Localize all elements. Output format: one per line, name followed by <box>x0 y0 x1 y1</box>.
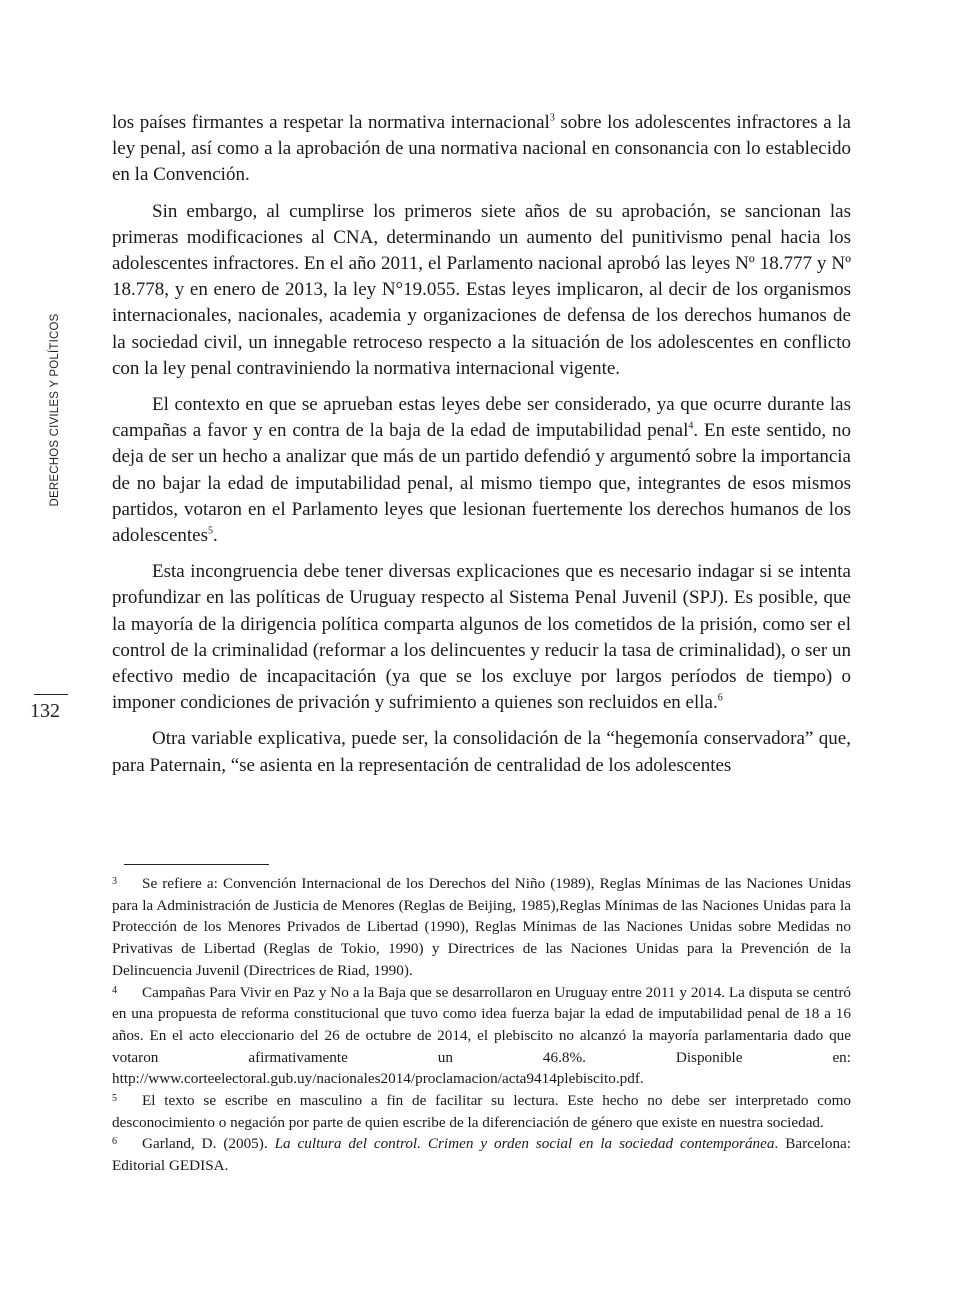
book-title: La cultura del control. Crimen y orden social en la sociedad contemporánea <box>274 1135 775 1153</box>
section-title: DERECHOS CIVILES Y POLÍTICOS <box>49 313 61 507</box>
footnote: 3 Se refiere a: Convención Internacional de los Derechos del Niño (1989), Reglas Mínimas de las Naciones Unidas para la Administración de Justicia de Menores (Reglas de Beijing, 1985),Reglas Mínimas de las Naciones Unidas para la Protección de los Menores Privados de Libertad (1990), Reglas Mínimas de las Naciones Unidas sobre Medidas no Privativas de Libertad (Reglas de Tokio, 1990) y Directrices de las Naciones Unidas para la Prevención de la Delincuencia Juvenil (Directrices de Riad, 1990). <box>112 875 851 979</box>
paragraph-text: los países firmantes a respetar la normativa internacional <box>112 112 550 133</box>
footnote-ref[interactable]: 6 <box>717 692 723 704</box>
paragraph <box>112 559 851 716</box>
paragraph-text: Otra variable explicativa, puede ser, la consolidación de la “hegemonía conservadora” que, para Paternain, “se asienta en la representación de centralidad de los adolescentes <box>112 728 851 776</box>
footnote-separator <box>124 864 269 865</box>
footnote-text: Garland, D. (2005). <box>142 1135 275 1153</box>
paragraph <box>112 392 851 549</box>
paragraph <box>112 199 851 382</box>
page-number: 132 <box>30 700 60 722</box>
footnote-ref[interactable]: 5 <box>208 525 214 537</box>
paragraph <box>112 726 851 778</box>
paragraph-text: . <box>213 525 218 547</box>
footnote-text: Se refiere a: Convención Internacional de los Derechos del Niño (1989), Reglas Mínimas de las Naciones Unidas para la Administración de Justicia de Menores (Reglas de Beijing, 1985),Reglas Mínimas de las Naciones Unidas para la Protección de los Menores Privados de Libertad (1990), Reglas Mínimas de las Naciones Unidas sobre Medidas no Privativas de Libertad (Reglas de Tokio, 1990) y Directrices de las Naciones Unidas para la Prevención de la Delincuencia Juvenil (Directrices de Riad, 1990). <box>112 875 851 979</box>
footnote-text: Campañas Para Vivir en Paz y No a la Baja que se desarrollaron en Uruguay entre 2011 y 2014. La disputa se centró en una propuesta de reforma constitucional que tuvo como idea fuerza bajar la edad de imputabilidad penal de 18 a 16 años. En el acto eleccionario del 26 de octubre de 2014, el plebiscito no alcanzó la mayoría parlamentaria dado que votaron afirmativamente un 46.8%. Disponible en: http://www.corteelectoral.gub.uy/nacionales2014/proclamacion/acta9414plebiscito.pdf. <box>112 983 851 1088</box>
footnotes <box>112 873 851 1177</box>
footnote: 6 Garland, D. (2005). La cultura del control. Crimen y orden social en la sociedad contemporánea. Barcelona: Editorial GEDISA. <box>112 1135 852 1175</box>
paragraph-text: Esta incongruencia debe tener diversas explicaciones que es necesario indagar si se intenta profundizar en las políticas de Uruguay respecto al Sistema Penal Juvenil (SPJ). Es posible, que la mayoría de la dirigencia política comparta algunos de los cometidos de la prisión, como ser el control de la criminalidad (reformar a los delincuentes y reducir la tasa de criminalidad), o ser un efectivo medio de incapacitación (ya que se los excluye por largos períodos de tiempo) o imponer condiciones de privación y sufrimiento a quienes son recluidos en ella. <box>112 561 851 714</box>
paragraph-text: sobre los adolescentes infractores a la ley penal, así como a la aprobación de una normativa nacional en consonancia con lo establecido en la Convención. <box>112 112 851 186</box>
paragraph-text: Sin embargo, al cumplirse los primeros siete años de su aprobación, se sancionan las primeras modificaciones al CNA, determinando un aumento del punitivismo penal hacia los adolescentes infractores. En el año 2011, el Parlamento nacional aprobó las leyes Nº 18.777 y Nº 18.778, y en enero de 2013, la ley N°19.055. Estas leyes implicaron, al decir de los organismos internacionales, nacionales, academia y organizaciones de defensa de los derechos humanos de la sociedad civil, un innegable retroceso respecto a la situación de los adolescentes en conflicto con la ley penal contraviniendo la normativa internacional vigente. <box>112 200 851 379</box>
footnote: 4 Campañas Para Vivir en Paz y No a la Baja que se desarrollaron en Uruguay entre 2011 y 2014. La disputa se centró en una propuesta de reforma constitucional que tuvo como idea fuerza bajar la edad de imputabilidad penal de 18 a 16 años. En el acto eleccionario del 26 de octubre de 2014, el plebiscito no alcanzó la mayoría parlamentaria dado que votaron afirmativamente un 46.8%. Disponible en: http://www.corteelectoral.gub.uy/nacionales2014/proclamacion/acta9414plebiscito.pdf. <box>112 983 851 1088</box>
paragraph-text: El contexto en que se aprueban estas leyes debe ser considerado, ya que ocurre durante las campañas a favor y en contra de la baja de la edad de imputabilidad penal <box>112 394 851 442</box>
footnote-text: . Barcelona: Editorial GEDISA. <box>112 1135 852 1175</box>
body-text <box>112 110 851 789</box>
footnote: 5 El texto se escribe en masculino a fin de facilitar su lectura. Este hecho no debe ser interpretado como desconocimiento o negación por parte de quien escribe de la diferenciación de género que existe en nuestra sociedad. <box>112 1092 851 1131</box>
paragraph <box>112 110 851 189</box>
footnote-text: El texto se escribe en masculino a fin de facilitar su lectura. Este hecho no debe ser interpretado como desconocimiento o negación por parte de quien escribe de la diferenciación de género que existe en nuestra sociedad. <box>112 1092 851 1131</box>
page-number-rule <box>34 694 68 695</box>
paragraph-text: . En este sentido, no deja de ser un hecho a analizar que más de un partido defendió y argumentó sobre la importancia de no bajar la edad de imputabilidad penal, al mismo tiempo que, integrantes de esos mismos partidos, votaron en el Parlamento leyes que lesionan fuertemente los derechos humanos de los adolescentes <box>112 420 852 547</box>
footnote-ref[interactable]: 3 <box>549 112 555 124</box>
footnote-ref[interactable]: 4 <box>688 420 694 432</box>
